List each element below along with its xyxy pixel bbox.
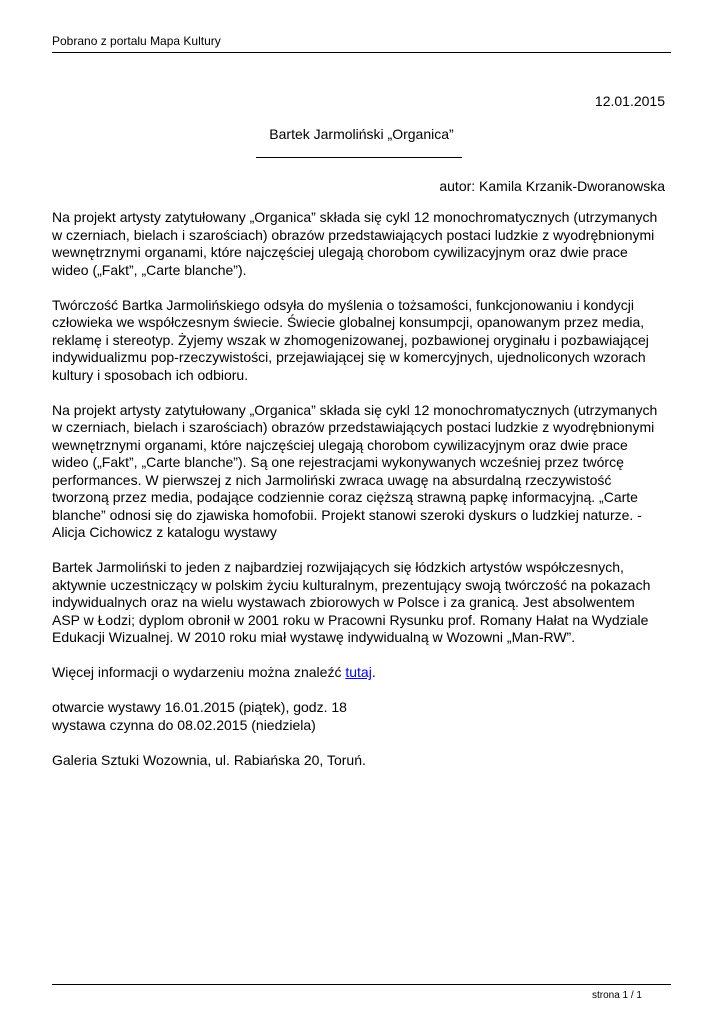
paragraph-artist-themes: Twórczość Bartka Jarmolińskiego odsyła do myślenia o tożsamości, funkcjonowaniu i kondycji człowieka we współczesnym świecie. Świecie globalnej konsumpcji, opanowanym przez media, reklamę i stereotyp. Żyjemy wszak w zhomogenizowanej, pozbawionej oryginału i pozbawiającej indywidualizmu pop-rzeczywistości, przejawiającej się w komercyjnych, ujednoliconych wzorach kultury i sposobach ich odbioru. bbox=[52, 296, 649, 383]
more-info-prefix: Więcej informacji o wydarzeniu można znaleźć bbox=[52, 664, 346, 680]
closing-date: wystawa czynna do 08.02.2015 (niedziela) bbox=[52, 716, 316, 733]
event-dates bbox=[52, 699, 662, 734]
venue-address: Galeria Sztuki Wozownia, ul. Rabiańska 20, Toruń. bbox=[52, 751, 366, 768]
opening-date: otwarcie wystawy 16.01.2015 (piątek), godz. 18 bbox=[52, 699, 347, 715]
title-underline bbox=[256, 157, 462, 158]
document-author: autor: Kamila Krzanik-Dworanowska bbox=[439, 178, 665, 194]
document-date: 12.01.2015 bbox=[594, 93, 665, 109]
paragraph-artist-bio: Bartek Jarmoliński to jeden z najbardziej rozwijających się łódzkich artystów współczesnych, aktywnie uczestniczący w polskim życiu kulturalnym, prezentujący swoją twórczość na pokazach indywidualnych oraz na wielu wystawach zbiorowych w Polsce i za granicą. Jest absolwentem ASP w Łodzi; dyplom obronił w 2001 roku w Pracowni Rysunku prof. Romany Hałat na Wydziale Edukacji Wizualnej. W 2010 roku miał wystawę indywidualną w Wozowni „Man-RW”. bbox=[52, 559, 651, 645]
article-body bbox=[52, 209, 662, 787]
paragraph-catalogue-quote: Na projekt artysty zatytułowany „Organica” składa się cykl 12 monochromatycznych (utrzymanych w czerniach, bielach i szarościach) obrazów przedstawiających postaci ludzkie z wyodrębnionymi wewnętrznymi organami, które najczęściej ulegają chorobom cywilizacyjnym oraz dwie prace wideo („Fakt”, „Carte blanche”). Są one rejestracjami wykonywanych wcześniej przez twórcę performances. W pierwszej z nich Jarmoliński zwraca uwagę na absurdalną rzeczywistość tworzoną przez media, podające codziennie coraz cięższą strawną papkę informacyjną. „Carte blanche” odnosi się do zjawiska homofobii. Projekt stanowi szeroki dyskurs o ludzkiej naturze. - Alicja Cichowicz z katalogu wystawy bbox=[52, 401, 658, 540]
page-number: strona 1 / 1 bbox=[591, 990, 642, 1001]
more-info-link[interactable]: tutaj bbox=[345, 664, 372, 680]
header-divider bbox=[52, 52, 671, 53]
footer-divider bbox=[52, 984, 671, 985]
portal-source-header: Pobrano z portalu Mapa Kultury bbox=[52, 34, 221, 48]
paragraph-organica-intro: Na projekt artysty zatytułowany „Organica” składa się cykl 12 monochromatycznych (utrzymanych w czerniach, bielach i szarościach) obrazów przedstawiających postaci ludzkie z wyodrębnionymi wewnętrznymi organami, które najczęściej ulegają chorobom cywilizacyjnym oraz dwie prace wideo („Fakt”, „Carte blanche”). bbox=[52, 209, 658, 278]
more-info-line bbox=[52, 664, 662, 682]
more-info-suffix: . bbox=[371, 664, 376, 680]
document-title: Bartek Jarmoliński „Organica” bbox=[269, 126, 454, 142]
